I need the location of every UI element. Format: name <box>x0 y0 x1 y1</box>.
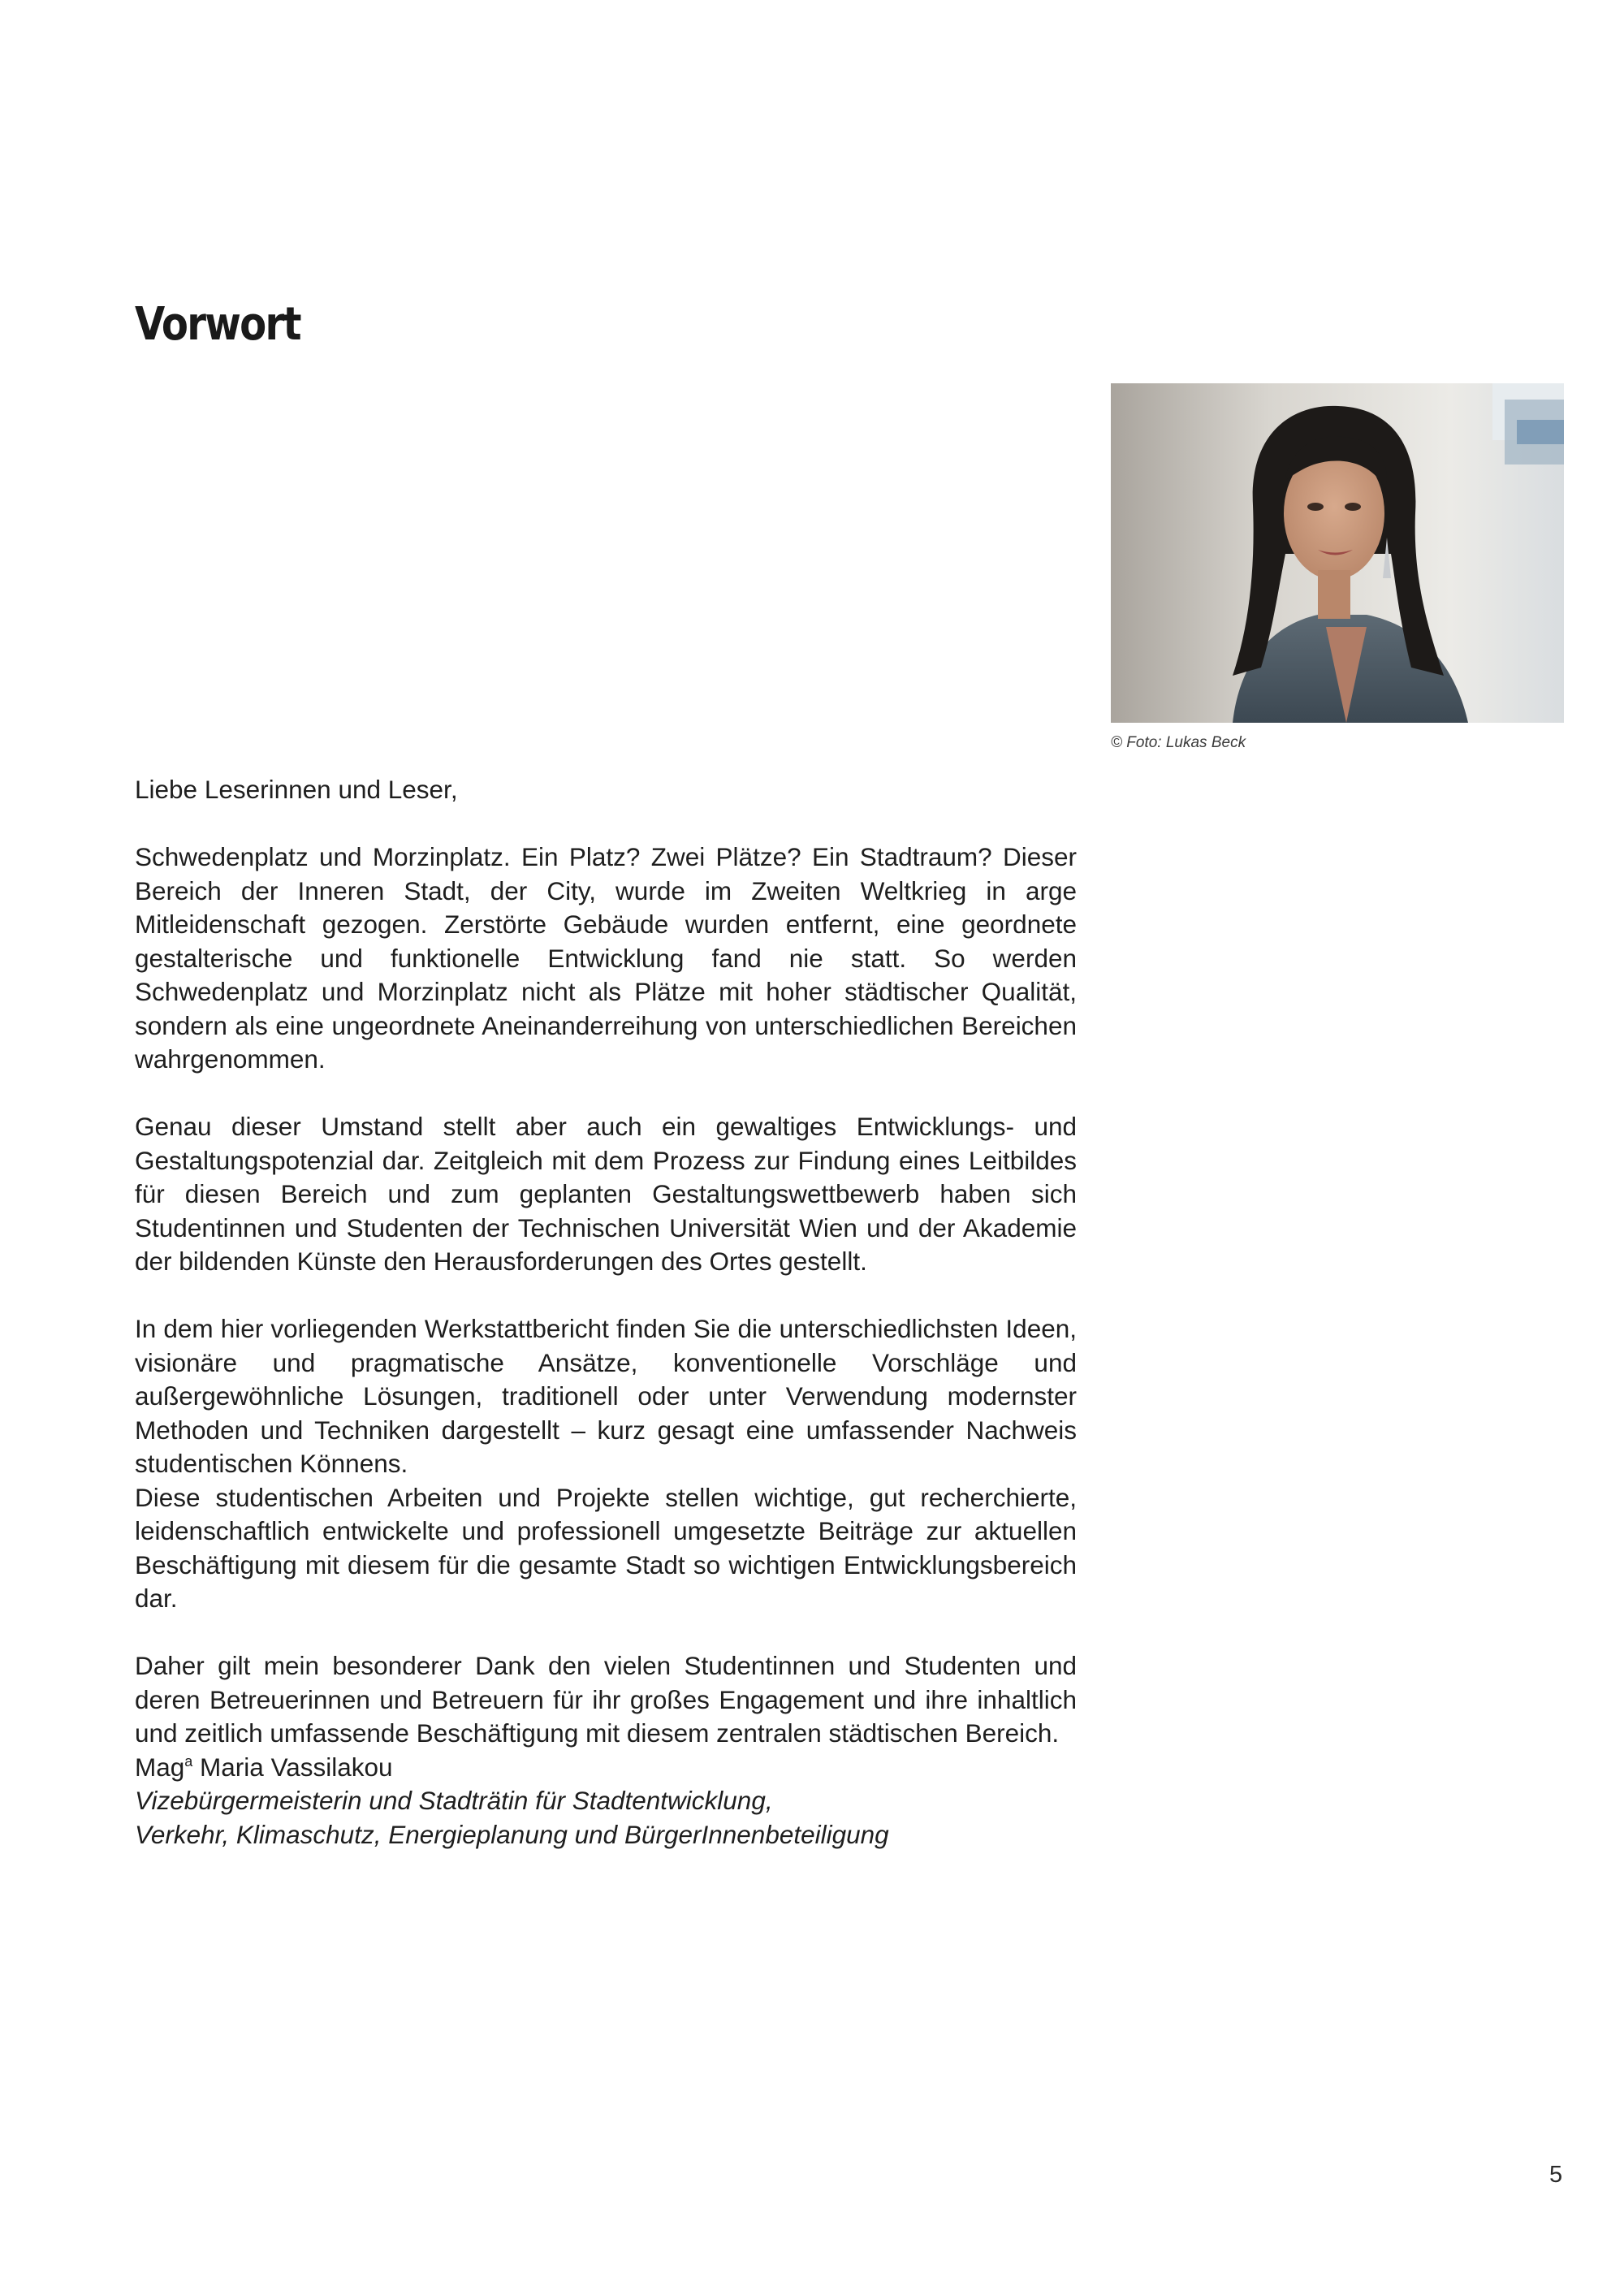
paragraph: Schwedenplatz und Morzinplatz. Ein Platz? Zwei Plätze? Ein Stadtraum? Dieser Bereich der Inneren Stadt, der City, wurde im Zweiten Weltkrieg in arge Mitleidenschaft gezogen. Zerstörte Gebäude wurden entfernt, eine geordnete gestalterische und funktionelle Entwicklung fand nie statt. So werden Schwedenplatz und Morzinplatz nicht als Plätze mit hoher städtischer Qualität, sondern als eine ungeordnete Aneinanderreihung von unterschiedlichen Bereichen wahrgenommen. <box>135 842 1077 1074</box>
paragraph: Diese studentischen Arbeiten und Projekte stellen wichtige, gut recherchierte, leidenschaftlich entwickelte und professionell umgesetzte Beiträge zur aktuellen Beschäftigung mit diesem für die gesamte Stadt so wichtigen Entwicklungsbereich dar. <box>135 1482 1077 1613</box>
signature-role <box>135 1784 1077 1852</box>
paragraph: In dem hier vorliegenden Werkstattbericht finden Sie die unterschiedlichsten Ideen, visionäre und pragmatische Ansätze, konventionelle Vorschläge und außergewöhnliche Lösungen, traditionell oder unter Verwendung modernster Methoden und Techniken dargestellt – kurz gesagt eine umfassender Nachweis studentischen Könnens. <box>135 1314 1077 1478</box>
page-number: 5 <box>1549 2162 1563 2188</box>
article-body <box>135 773 1077 1852</box>
signature-name <box>135 1751 1077 1785</box>
greeting: Liebe Leserinnen und Leser, <box>135 775 458 804</box>
paragraph: Daher gilt mein besonderer Dank den vielen Studentinnen und Studenten und deren Betreuerinnen und Betreuern für ihr großes Engagement und ihre inhaltlich und zeitlich umfassende Beschäftigung mit diesem zentralen städtischen Bereich. <box>135 1651 1077 1748</box>
portrait-photo <box>1111 383 1564 723</box>
page-title: Vorwort <box>135 298 300 351</box>
photo-credit: © Foto: Lukas Beck <box>1111 734 1246 751</box>
paragraph: Genau dieser Umstand stellt aber auch ein gewaltiges Entwicklungs- und Gestaltungspotenzial dar. Zeitgleich mit dem Prozess zur Findung eines Leitbildes für diesen Bereich und zum geplanten Gestaltungswettbewerb haben sich Studentinnen und Studenten der Technischen Universität Wien und der Akademie der bildenden Künste den Herausforderungen des Ortes gestellt. <box>135 1112 1077 1276</box>
role-line-2: Verkehr, Klimaschutz, Energieplanung und BürgerInnenbeteiligung <box>135 1819 889 1849</box>
signature-superscript: a <box>184 1752 193 1770</box>
signature-prefix: Mag <box>135 1752 185 1782</box>
role-line-1: Vizebürgermeisterin und Stadträtin für Stadtentwicklung, <box>135 1786 773 1815</box>
signature-fullname: Maria Vassilakou <box>192 1752 393 1782</box>
